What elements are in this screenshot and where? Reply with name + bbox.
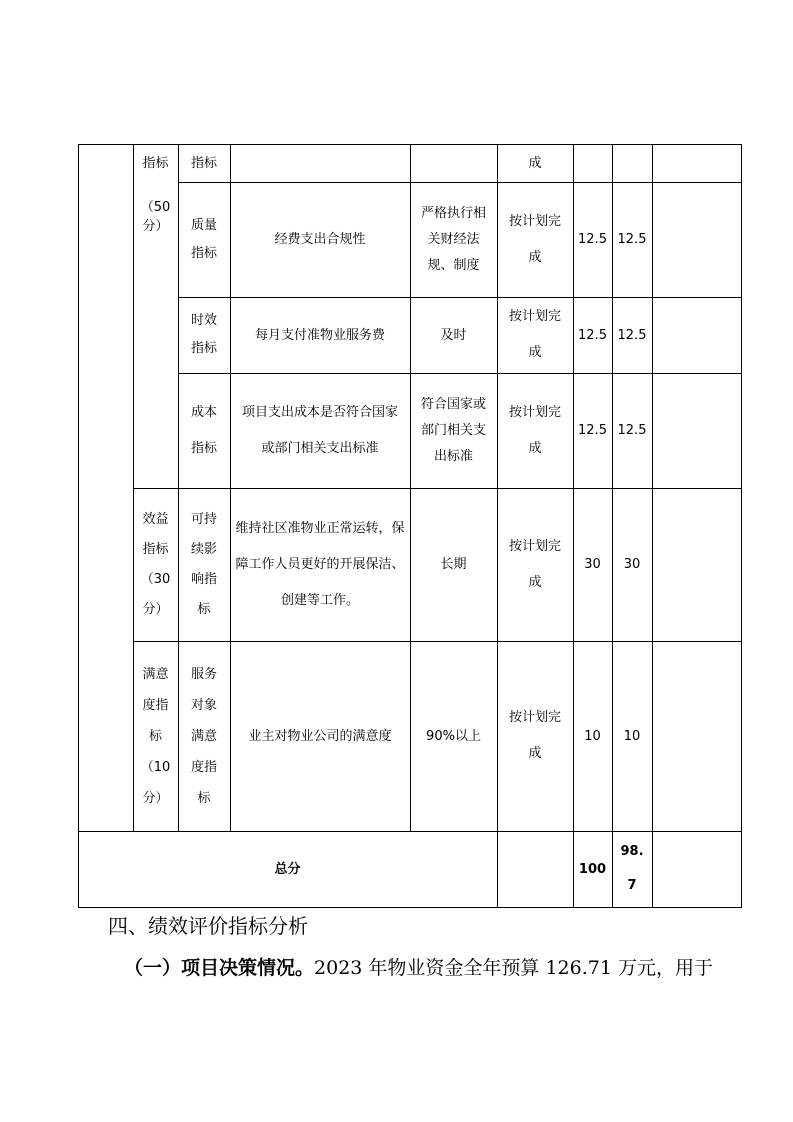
satisfaction-group-text: 满意 度指 标 （10 分） — [140, 666, 171, 806]
quality-content-text: 经费支出合规性 — [274, 232, 366, 247]
satisfaction-target-cell — [410, 641, 497, 831]
quality-type-text: 质量 指标 — [190, 217, 217, 261]
benefit-result-text: 按计划完 成 — [508, 538, 561, 590]
cost-weight-cell — [573, 373, 612, 488]
satisfaction-type-cell — [178, 641, 230, 831]
cost-result-cell — [497, 373, 573, 488]
time-result-cell — [497, 297, 573, 373]
quality-result-text: 按计划完 成 — [508, 213, 561, 265]
quality-result-cell — [497, 182, 573, 297]
satisfaction-weight-cell — [573, 641, 612, 831]
body-paragraph — [124, 954, 713, 982]
cost-type-text: 成本 指标 — [190, 404, 217, 456]
quality-score-cell — [612, 182, 652, 297]
satisfaction-result-cell — [497, 641, 573, 831]
time-content-text: 每月支付准物业服务费 — [254, 327, 385, 343]
paragraph-text: 2023 年物业资金全年预算 126.71 万元，用于 — [314, 957, 713, 979]
time-target-text: 及时 — [440, 327, 467, 343]
quality-target-cell — [410, 182, 497, 297]
cost-target-text: 符合国家或 部门相关支 出标准 — [420, 396, 486, 464]
satisfaction-score-cell — [612, 641, 652, 831]
top-col2-cell — [133, 144, 178, 182]
benefit-content-text: 维持社区准物业正常运转，保 障工作人员更好的开展保洁、 创建等工作。 — [235, 520, 405, 608]
total-weight-cell — [573, 831, 612, 907]
benefit-group-text: 效益 指标 （30 分） — [140, 511, 171, 617]
top-result-cell — [497, 144, 573, 182]
benefit-result-cell — [497, 488, 573, 641]
benefit-score-text: 30 — [623, 557, 641, 572]
satisfaction-content-text: 业主对物业公司的满意度 — [248, 728, 392, 744]
output-group-text: （50 分） — [140, 200, 171, 234]
time-weight-cell — [573, 297, 612, 373]
time-result-text: 按计划完 成 — [508, 309, 561, 360]
quality-target-text: 严格执行相 关财经法 规、制度 — [420, 205, 486, 273]
time-weight-text: 12.5 — [578, 327, 607, 343]
quality-weight-cell — [573, 182, 612, 297]
total-label-text: 总分 — [274, 861, 301, 877]
total-label-cell — [78, 831, 497, 907]
cost-target-cell — [410, 373, 497, 488]
output-group-label — [133, 182, 178, 252]
cost-type-cell — [178, 373, 230, 488]
total-score-cell — [612, 831, 652, 907]
total-score-text: 98. 7 — [620, 844, 644, 893]
satisfaction-score-text: 10 — [623, 728, 641, 744]
top-col3-cell — [178, 144, 230, 182]
cost-content-cell — [230, 373, 410, 488]
benefit-weight-text: 30 — [584, 557, 601, 572]
total-weight-text: 100 — [578, 861, 607, 877]
satisfaction-weight-text: 10 — [584, 728, 601, 744]
benefit-content-cell — [230, 488, 410, 641]
cost-score-text: 12.5 — [617, 423, 647, 438]
time-type-text: 时效 指标 — [190, 313, 217, 356]
benefit-type-cell — [178, 488, 230, 641]
cost-weight-text: 12.5 — [578, 423, 607, 438]
quality-score-text: 12.5 — [617, 232, 647, 247]
cost-score-cell — [612, 373, 652, 488]
cost-content-text: 项目支出成本是否符合国家 或部门相关支出标准 — [241, 404, 398, 456]
quality-type-cell — [178, 182, 230, 297]
time-score-cell — [612, 297, 652, 373]
satisfaction-type-text: 服务 对象 满意 度指 标 — [190, 666, 217, 806]
satisfaction-content-cell — [230, 641, 410, 831]
benefit-score-cell — [612, 488, 652, 641]
top-col2-text: 指标 — [142, 155, 169, 171]
cost-result-text: 按计划完 成 — [508, 404, 561, 456]
section-heading: 四、绩效评价指标分析 — [108, 914, 308, 938]
time-score-text: 12.5 — [617, 327, 647, 343]
benefit-target-cell — [410, 488, 497, 641]
time-target-cell — [410, 297, 497, 373]
paragraph-lead: （一）项目决策情况。 — [124, 957, 315, 979]
top-result-text: 成 — [528, 155, 542, 171]
quality-content-cell — [230, 182, 410, 297]
satisfaction-target-text: 90%以上 — [426, 728, 481, 744]
time-type-cell — [178, 297, 230, 373]
benefit-group-cell — [133, 488, 178, 641]
benefit-type-text: 可持 续影 响指 标 — [190, 511, 217, 617]
satisfaction-result-text: 按计划完 成 — [508, 710, 561, 761]
benefit-target-text: 长期 — [440, 557, 467, 572]
benefit-weight-cell — [573, 488, 612, 641]
top-col3-text: 指标 — [190, 155, 217, 171]
time-content-cell — [230, 297, 410, 373]
satisfaction-group-cell — [133, 641, 178, 831]
quality-weight-text: 12.5 — [578, 232, 607, 247]
